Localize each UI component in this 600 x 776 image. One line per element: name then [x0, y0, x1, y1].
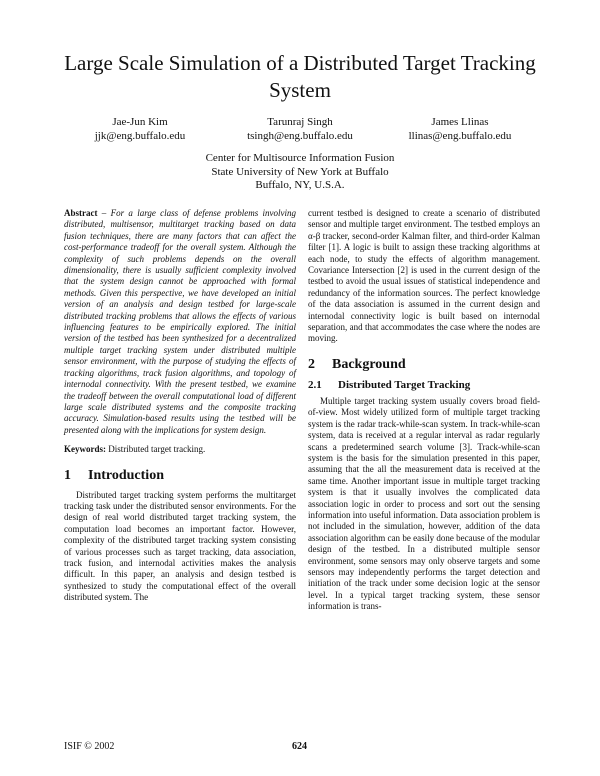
section-title: Background	[332, 356, 406, 372]
subsection-number: 2.1	[308, 378, 322, 391]
introduction-continuation: current testbed is designed to create a scenario of distributed sensor and multiple target environment. The testbed employs an α-β tracker, second-order Kalman filter, and third-order Kalman filter [1]. A logic is built to assign these tracking algorithms at each node, to study the effects of algorithm management. Covariance Intersection [2] is used in the current design of the testbed to avoid the usual issues of statistical independence and redundancy of the information sources. The perfect knowledge of the data association is assumed in the current design and internodal connectivity logic is built based on internodal separation, and that accommodates the case where the nodes are moving.	[308, 208, 540, 344]
section-heading-background	[308, 357, 540, 373]
author-1	[60, 115, 220, 143]
author-2	[220, 115, 380, 143]
subsection-title: Distributed Target Tracking	[338, 378, 471, 391]
section-number: 1	[64, 467, 71, 483]
author-email: llinas@eng.buffalo.edu	[408, 130, 512, 142]
introduction-paragraph: Distributed target tracking system performs the multitarget tracking task under the distributed sensor environments. For the design of real world distributed target tracking system, the computation load becomes an important factor. However, complexity of the distributed target tracking system consisting of various processes such as target tracking, data association, track fusion, and internodal activities makes the analysis difficult. In this paper, an analysis and design testbed is synthesized to study the computational effect of the overall distributed system. The	[64, 489, 296, 603]
keywords-text: Distributed target tracking.	[106, 444, 206, 455]
right-column	[308, 208, 540, 613]
author-email: jjk@eng.buffalo.edu	[94, 130, 186, 142]
section-heading-introduction	[64, 468, 296, 484]
abstract-text: – For a large class of defense problems involving distributed, multisensor, multitarget tracking based on data fusion techniques, there are many factors that can affect the cost-performance tradeoff for the overall system. Although the complexity of such problems depends on the overall dimensionality, there is usually sufficient complexity involved that the system design cannot be approached with formal methods. Given this perspective, we have developed an initial version of an analysis and design testbed for large-scale distributed tracking problems that allows the effects of various influencing features to be empirically explored. The initial version of the testbed has been synthesized for a decentralized multiple target tracking system under distributed multiple sensor environment, with the purpose of studying the effects of tracking algorithms, track fusion algorithms, and topology of internodal connectivity. With the present testbed, we examine the tradeoff between the overall computational load of different large scale distributed systems and the composite tracking accuracy. Simulation-based results using the testbed will be presented along with the implications for system design.	[64, 208, 296, 435]
abstract-label: Abstract	[64, 208, 98, 218]
keywords	[64, 444, 296, 455]
keywords-label: Keywords:	[64, 444, 106, 455]
paper-title: Large Scale Simulation of a Distributed Target Tracking System	[64, 51, 536, 102]
background-paragraph: Multiple target tracking system usually covers broad field-of-view. Most widely utilized form of multiple target tracking system is the radar track-while-scan system. In track-while-scan system, data is received at a regular interval as radar regularly scans a predetermined search volume [3]. Track-while-scan system is the basis for the simulation presented in this paper, assuming that the all the measurement data is received at the same time. Another important issue in multiple target tracking system is that it usually involves the complicated data association logic in order to process and sort out the sensing information into useful information. Data association problem is not included in the simulation, however, addition of the data association algorithm can be easily done because of the modular design of the testbed. In a distributed multiple sensor environment, some sensors may only observe targets and some sensors may independently performs the target detection and initiation of the track under some decision logic at the sensor level. In a typical target tracking system, these sensor information is trans-	[308, 395, 540, 612]
author-name: Jae-Jun Kim	[112, 116, 168, 128]
author-email: tsingh@eng.buffalo.edu	[247, 130, 353, 142]
affiliation	[150, 152, 450, 193]
author-name: James Llinas	[431, 116, 489, 128]
abstract	[64, 208, 296, 436]
affiliation-line: State University of New York at Buffalo	[211, 165, 389, 178]
author-3	[380, 115, 540, 143]
affiliation-line: Buffalo, NY, U.S.A.	[255, 179, 345, 191]
section-title: Introduction	[88, 467, 164, 483]
subsection-heading	[308, 379, 540, 392]
page-number: 624	[292, 741, 307, 752]
left-column	[64, 208, 296, 604]
author-name: Tarunraj Singh	[267, 116, 333, 128]
author-list	[60, 115, 540, 143]
section-number: 2	[308, 356, 315, 372]
affiliation-line: Center for Multisource Information Fusion	[205, 152, 395, 164]
copyright-footer: ISIF © 2002	[64, 741, 115, 752]
